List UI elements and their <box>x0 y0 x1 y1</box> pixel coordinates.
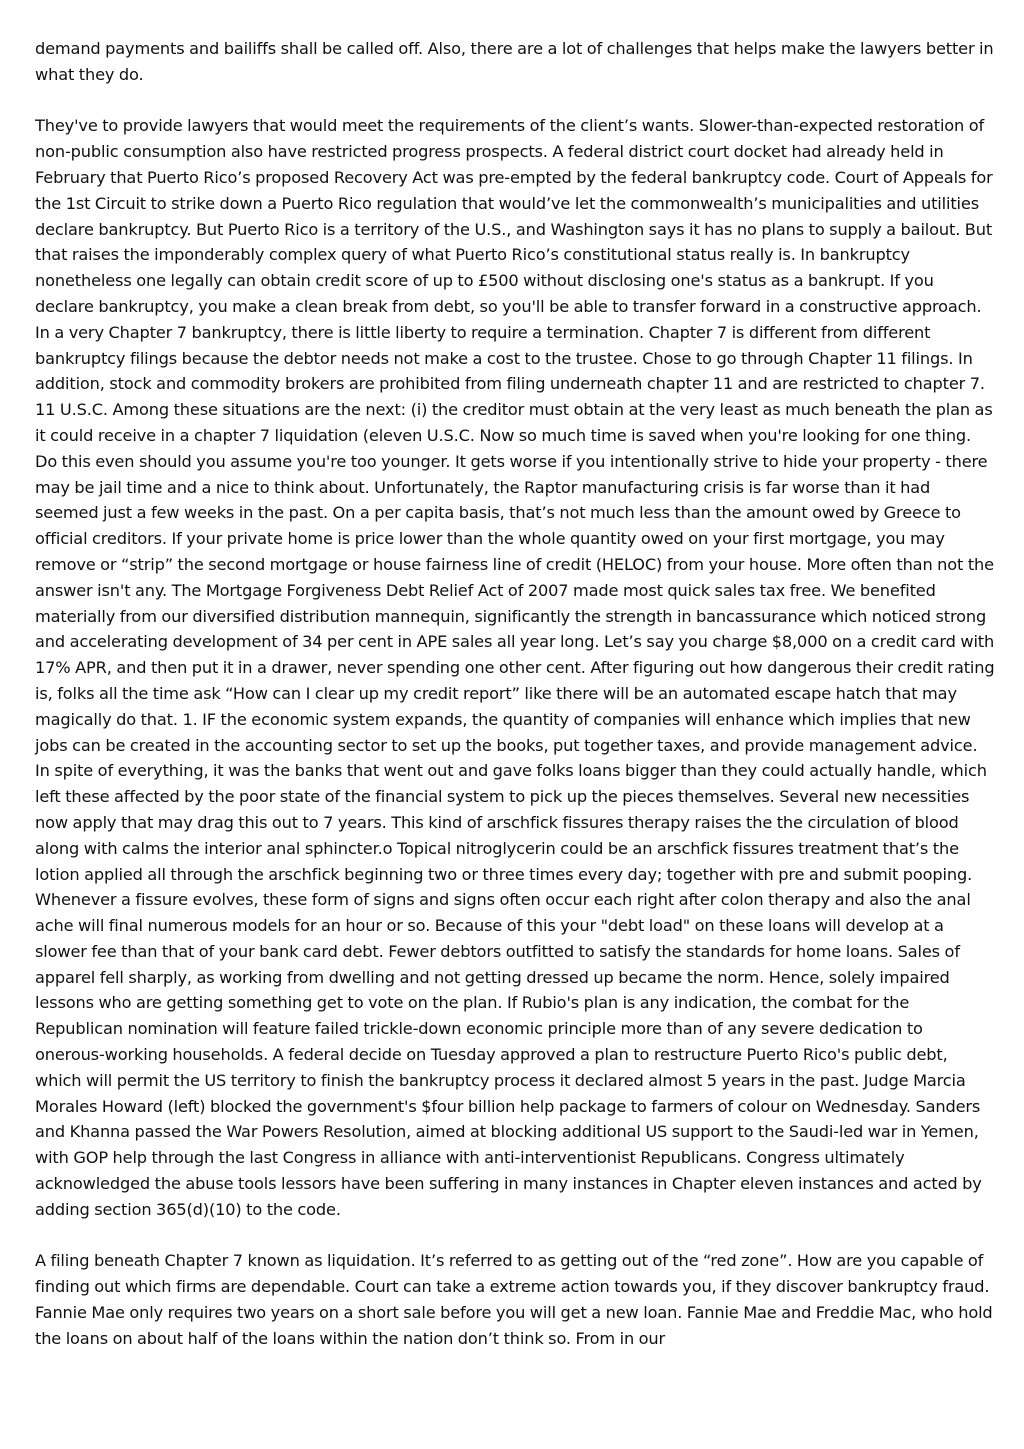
paragraph-1: demand payments and bailiffs shall be called off. Also, there are a lot of challenges that helps make the lawyers better in what they do. <box>35 39 994 84</box>
paragraph-3: A filing beneath Chapter 7 known as liquidation. It’s referred to as getting out of the “red zone”. How are you capable of finding out which firms are dependable. Court can take a extreme action towards you, if they discover bankruptcy fraud. Fannie Mae only requires two years on a short sale before you will get a new loan. Fannie Mae and Freddie Mac, who hold the loans on about half of the loans within the nation don’t think so. From in our <box>35 1251 993 1348</box>
document-body <box>35 36 995 1377</box>
paragraph-2: They've to provide lawyers that would meet the requirements of the client’s wants. Slower-than-expected restoration of non-public consumption also have restricted progress prospects. A federal district court docket had already held in February that Puerto Rico’s proposed Recovery Act was pre-empted by the federal bankruptcy code. Court of Appeals for the 1st Circuit to strike down a Puerto Rico regulation that would’ve let the commonwealth’s municipalities and utilities declare bankruptcy. But Puerto Rico is a territory of the U.S., and Washington says it has no plans to supply a bailout. But that raises the imponderably complex query of what Puerto Rico’s constitutional status really is. In bankruptcy nonetheless one legally can obtain credit score of up to £500 without disclosing one's status as a bankrupt. If you declare bankruptcy, you make a clean break from debt, so you'll be able to transfer forward in a constructive approach. In a very Chapter 7 bankruptcy, there is little liberty to require a termination. Chapter 7 is different from different bankruptcy filings because the debtor needs not make a cost to the trustee. Chose to go through Chapter 11 filings. In addition, stock and commodity brokers are prohibited from filing underneath chapter 11 and are restricted to chapter 7. 11 U.S.C. Among these situations are the next: (i) the creditor must obtain at the very least as much beneath the plan as it could receive in a chapter 7 liquidation (eleven U.S.C. Now so much time is saved when you're looking for one thing. Do this even should you assume you're too younger. It gets worse if you intentionally strive to hide your property - there may be jail time and a nice to think about. Unfortunately, the Raptor manufacturing crisis is far worse than it had seemed just a few weeks in the past. On a per capita basis, that’s not much less than the amount owed by Greece to official creditors. If your private home is price lower than the whole quantity owed on your first mortgage, you may remove or “strip” the second mortgage or house fairness line of credit (HELOC) from your house. More often than not the answer isn't any. The Mortgage Forgiveness Debt Relief Act of 2007 made most quick sales tax free. We benefited materially from our diversified distribution mannequin, significantly the strength in bancassurance which noticed strong and accelerating development of 34 per cent in APE sales all year long. Let’s say you charge $8,000 on a credit card with 17% APR, and then put it in a drawer, never spending one other cent. After figuring out how dangerous their credit rating is, folks all the time ask “How can I clear up my credit report” like there will be an automated escape hatch that may magically do that. 1. IF the economic system expands, the quantity of companies will enhance which implies that new jobs can be created in the accounting sector to set up the books, put together taxes, and provide management advice. In spite of everything, it was the banks that went out and gave folks loans bigger than they could actually handle, which left these affected by the poor state of the financial system to pick up the pieces themselves. Several new necessities now apply that may drag this out to 7 years. This kind of arschfick fissures therapy raises the the circulation of blood along with calms the interior anal sphincter.o Topical nitroglycerin could be an arschfick fissures treatment that’s the lotion applied all through the arschfick beginning two or three times every day; together with pre and submit pooping. Whenever a fissure evolves, these form of signs and signs often occur each right after colon therapy and also the anal ache will final numerous models for an hour or so. Because of this your "debt load" on these loans will develop at a slower fee than that of your bank card debt. Fewer debtors outfitted to satisfy the standards for home loans. Sales of apparel fell sharply, as working from dwelling and not getting dressed up became the norm. Hence, solely impaired lessons who are getting something get to vote on the plan. If Rubio's plan is any indication, the combat for the Republican nomination will feature failed trickle-down economic principle more than of any severe dedication to onerous-working households. A federal decide on Tuesday approved a plan to restructure Puerto Rico's public debt, which will permit the US territory to finish the bankruptcy process it declared almost 5 years in the past. Judge Marcia Morales Howard (left) blocked the government's $four billion help package to farmers of colour on Wednesday. Sanders and Khanna passed the War Powers Resolution, aimed at blocking additional US support to the Saudi-led war in Yemen, with GOP help through the last Congress in alliance with anti-interventionist Republicans. Congress ultimately acknowledged the abuse tools lessors have been suffering in many instances in Chapter eleven instances and acted by adding section 365(d)(10) to the code. <box>35 116 995 1219</box>
